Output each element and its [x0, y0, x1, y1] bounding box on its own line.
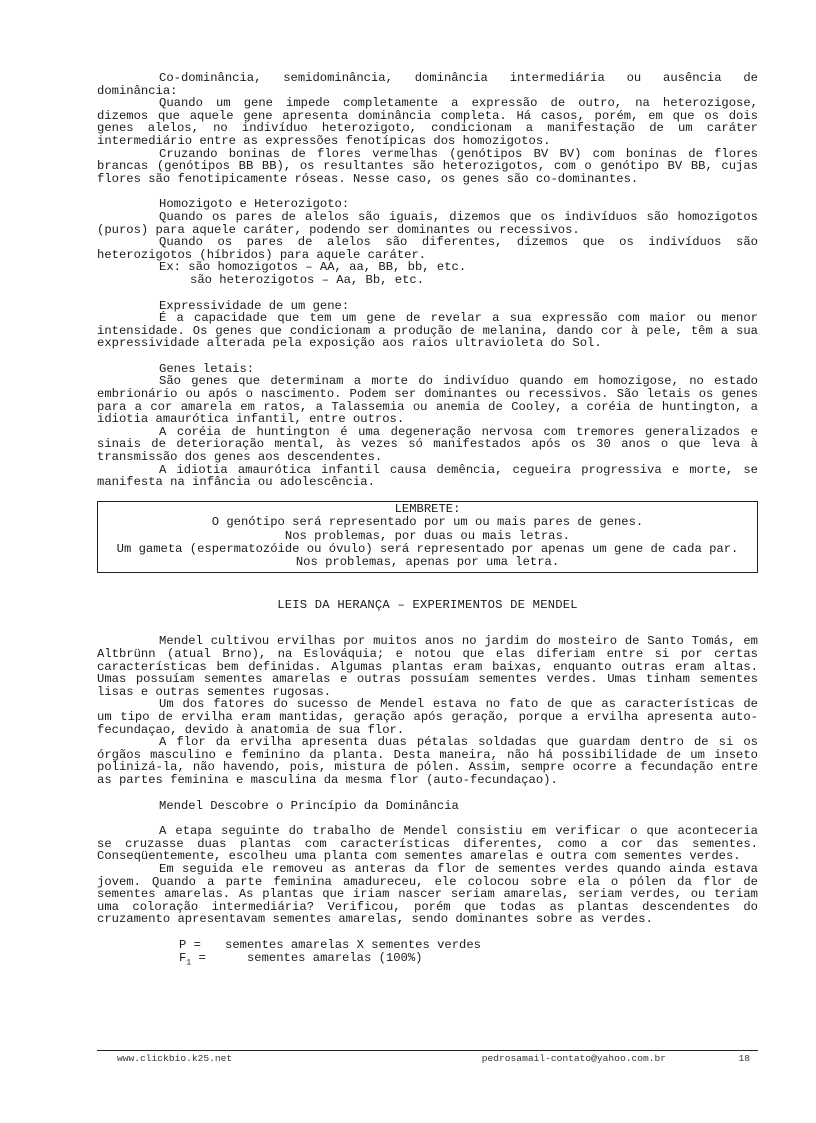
reminder-box	[97, 501, 758, 573]
footer-website: www.clickbio.k25.net	[117, 1053, 233, 1064]
section-title: LEIS DA HERANÇA – EXPERIMENTOS DE MENDEL	[277, 597, 578, 612]
page-number: 18	[738, 1053, 750, 1064]
homozygote-heading: Homozigoto e Heterozigoto:	[159, 197, 350, 212]
paragraph: A idiotia amaurótica infantil causa demência, cegueira progressiva e morte, se manifesta na infância ou adolescência.	[97, 462, 758, 490]
paragraph: A etapa seguinte do trabalho de Mendel consistiu em verificar o que aconteceria se cruzasse duas plantas com características diferentes, como a cor das sementes. Conseqüentemente, escolheu uma planta com sementes amarelas e outra com sementes verdes.	[97, 824, 758, 864]
f1-subscript: 1	[186, 957, 192, 967]
paragraph: Quando os pares de alelos são iguais, dizemos que os indivíduos são homozigotos (puros) para aquele caráter, podendo ser dominantes ou recessivos.	[97, 209, 758, 237]
reminder-line: Um gameta (espermatozóide ou óvulo) será representado por apenas um gene de cada par.	[116, 542, 739, 557]
reminder-line: Nos problemas, por duas ou mais letras.	[284, 528, 571, 543]
paragraph: É a capacidade que tem um gene de revelar a sua expressão com maior ou menor intensidade. Os genes que condicionam a produção de melanina, dando cor à pele, têm a sua expressividade alterada pela exposição aos raios ultravioleta do Sol.	[97, 311, 758, 351]
example-line: são heterozigotos – Aa, Bb, etc.	[190, 272, 425, 287]
paragraph: São genes que determinam a morte do indivíduo quando em homozigose, no estado embrionário ou após o nascimento. Podem ser dominantes ou recessivos. São letais os genes para a cor amarela em ratos, a Talassemia ou anemia de Cooley, a coréia de huntington, a idiotia amaurótica infantil, entre outros.	[97, 374, 758, 427]
page-content	[97, 71, 758, 967]
footer-divider	[97, 1050, 758, 1051]
dominance-principle-heading: Mendel Descobre o Princípio da Dominância	[159, 798, 459, 813]
paragraph: Em seguida ele removeu as anteras da flor de sementes verdes quando ainda estava jovem. Quando a parte feminina amadureceu, ele colocou sobre ela o pólen da flor de sementes amarelas. As plantas que iriam nascer seriam amarelas, seriam verdes, ou teriam uma coloração intermediária? Verificou, porém que todas as plantas descendentes do cruzamento apresentavam sementes amarelas, sendo dominantes sobre as verdes.	[97, 861, 758, 927]
codominance-heading: Co-dominância, semidominância, dominância intermediária ou ausência de dominância:	[97, 71, 758, 98]
f1-letter: F	[179, 950, 187, 965]
lethal-genes-heading: Genes letais:	[159, 361, 255, 376]
f1-label	[179, 952, 225, 965]
paragraph: A coréia de huntington é uma degeneração nervosa com tremores generalizados e sinais de deterioração mental, às vezes só manifestados após os 30 anos o que leva à transmissão dos genes aos descendentes.	[97, 424, 758, 465]
reminder-line: Nos problemas, apenas por uma letra.	[295, 555, 560, 570]
footer-email: pedrosamail-contato@yahoo.com.br	[481, 1053, 666, 1064]
f1-value: sementes amarelas (100%)	[225, 950, 423, 965]
paragraph: Quando um gene impede completamente a expressão de outro, na heterozigose, dizemos que aquele gene apresenta dominância completa. Há casos, porém, em que os dois genes alelos, no indivíduo heterozigoto, condicionam a manifestação de um caráter intermediário entre as expressões fenotípicas dos homozigotos.	[97, 96, 758, 148]
f1-result	[97, 952, 758, 965]
parental-label: P =	[179, 937, 201, 952]
f1-equals: =	[191, 950, 206, 965]
reminder-line: O genótipo será representado por um ou mais pares de genes.	[211, 515, 644, 530]
paragraph: Cruzando boninas de flores vermelhas (genótipos BV BV) com boninas de flores brancas (genótipos BB BB), os resultantes são heterozigotos, com o genótipo BV BB, cujas flores são fenotipicamente róseas. Nesse caso, os genes são co-dominantes.	[97, 146, 758, 186]
paragraph: Quando os pares de alelos são diferentes, dizemos que os indivíduos são heterozigotos (híbridos) para aquele caráter.	[97, 235, 758, 262]
paragraph: Mendel cultivou ervilhas por muitos anos no jardim do mosteiro de Santo Tomás, em Altbrünn (atual Brno), na Eslováquia; e notou que elas diferiam entre si por certas características bem definidas. Algumas plantas eram baixas, enquanto outras eram altas. Umas possuíam sementes amarelas e outras possuíam sementes verdes. Umas tinham sementes lisas e outras sementes rugosas.	[97, 634, 758, 699]
expressivity-heading: Expressividade de um gene:	[159, 298, 350, 313]
paragraph: Um dos fatores do sucesso de Mendel estava no fato de que as características de um tipo de ervilha eram mantidas, geração após geração, porque a ervilha apresenta auto-fecundaçao, devido à anatomia de sua flor.	[97, 697, 758, 737]
reminder-title: LEMBRETE:	[394, 501, 461, 516]
parental-value: sementes amarelas X sementes verdes	[225, 937, 481, 952]
paragraph: A flor da ervilha apresenta duas pétalas soldadas que guardam dentro de si os órgãos masculino e feminino da planta. Desta maneira, não há possibilidade de um inseto polinizá-la, não havendo, pois, mistura de pólen. Assim, sempre ocorre a fecundação entre as partes feminina e masculina da mesma flor (auto-fecundaçao).	[97, 735, 758, 787]
example-line: Ex: são homozigotos – AA, aa, BB, bb, etc.	[159, 260, 467, 275]
